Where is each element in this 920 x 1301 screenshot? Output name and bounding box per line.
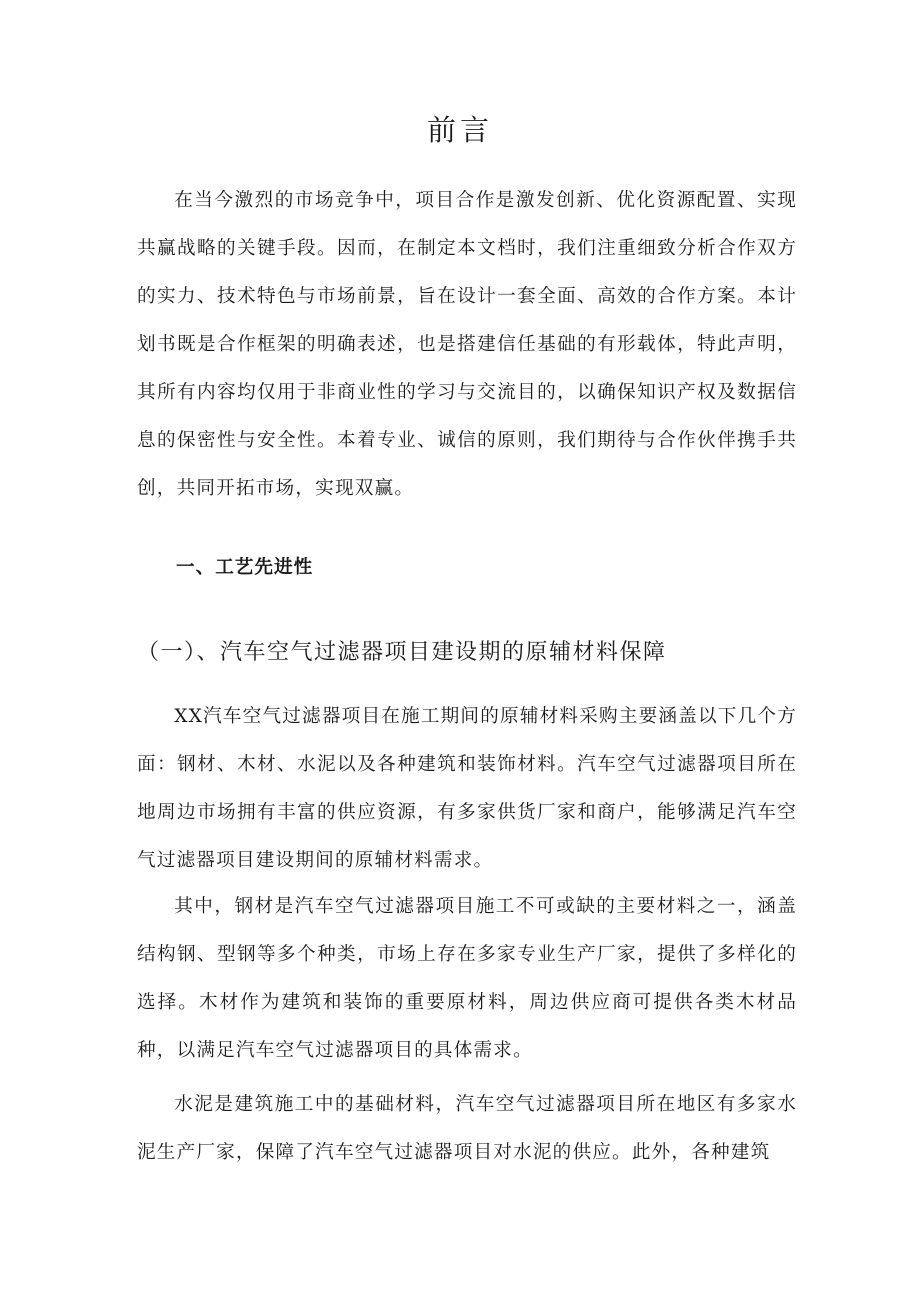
body-paragraph: 其中，钢材是汽车空气过滤器项目施工不可或缺的主要材料之一，涵盖结构钢、型钢等多个种类，市场上存在多家专业生产厂家，提供了多样化的选择。木材作为建筑和装饰的重要原材料，周边供应商可提供各类木材品种，以满足汽车空气过滤器项目的具体需求。 [137,896,797,1061]
body-paragraph: 水泥是建筑施工中的基础材料，汽车空气过滤器项目所在地区有多家水泥生产厂家，保障了汽车空气过滤器项目对水泥的供应。此外，各种建筑 [137,1094,797,1163]
page-title: 前言 [426,113,493,147]
subsection-heading: （一）、汽车空气过滤器项目建设期的原辅材料保障 [137,640,667,665]
preface-paragraph: 在当今激烈的市场竞争中，项目合作是激发创新、优化资源配置、实现共赢战略的关键手段。因而，在制定本文档时，我们注重细致分析合作双方的实力、技术特色与市场前景，旨在设计一套全面、高效的合作方案。本计划书既是合作框架的明确表述，也是搭建信任基础的有形载体，特此声明，其所有内容均仅用于非商业性的学习与交流目的，以确保知识产权及数据信息的保密性与安全性。本着专业、诚信的原则，我们期待与合作伙伴携手共创，共同开拓市场，实现双赢。 [137,190,797,499]
body-paragraph: XX汽车空气过滤器项目在施工期间的原辅材料采购主要涵盖以下几个方面：钢材、木材、水泥以及各种建筑和装饰材料。汽车空气过滤器项目所在地周边市场拥有丰富的供应资源，有多家供货厂家和商户，能够满足汽车空气过滤器项目建设期间的原辅材料需求。 [137,706,797,871]
section-heading: 一、工艺先进性 [176,557,314,578]
